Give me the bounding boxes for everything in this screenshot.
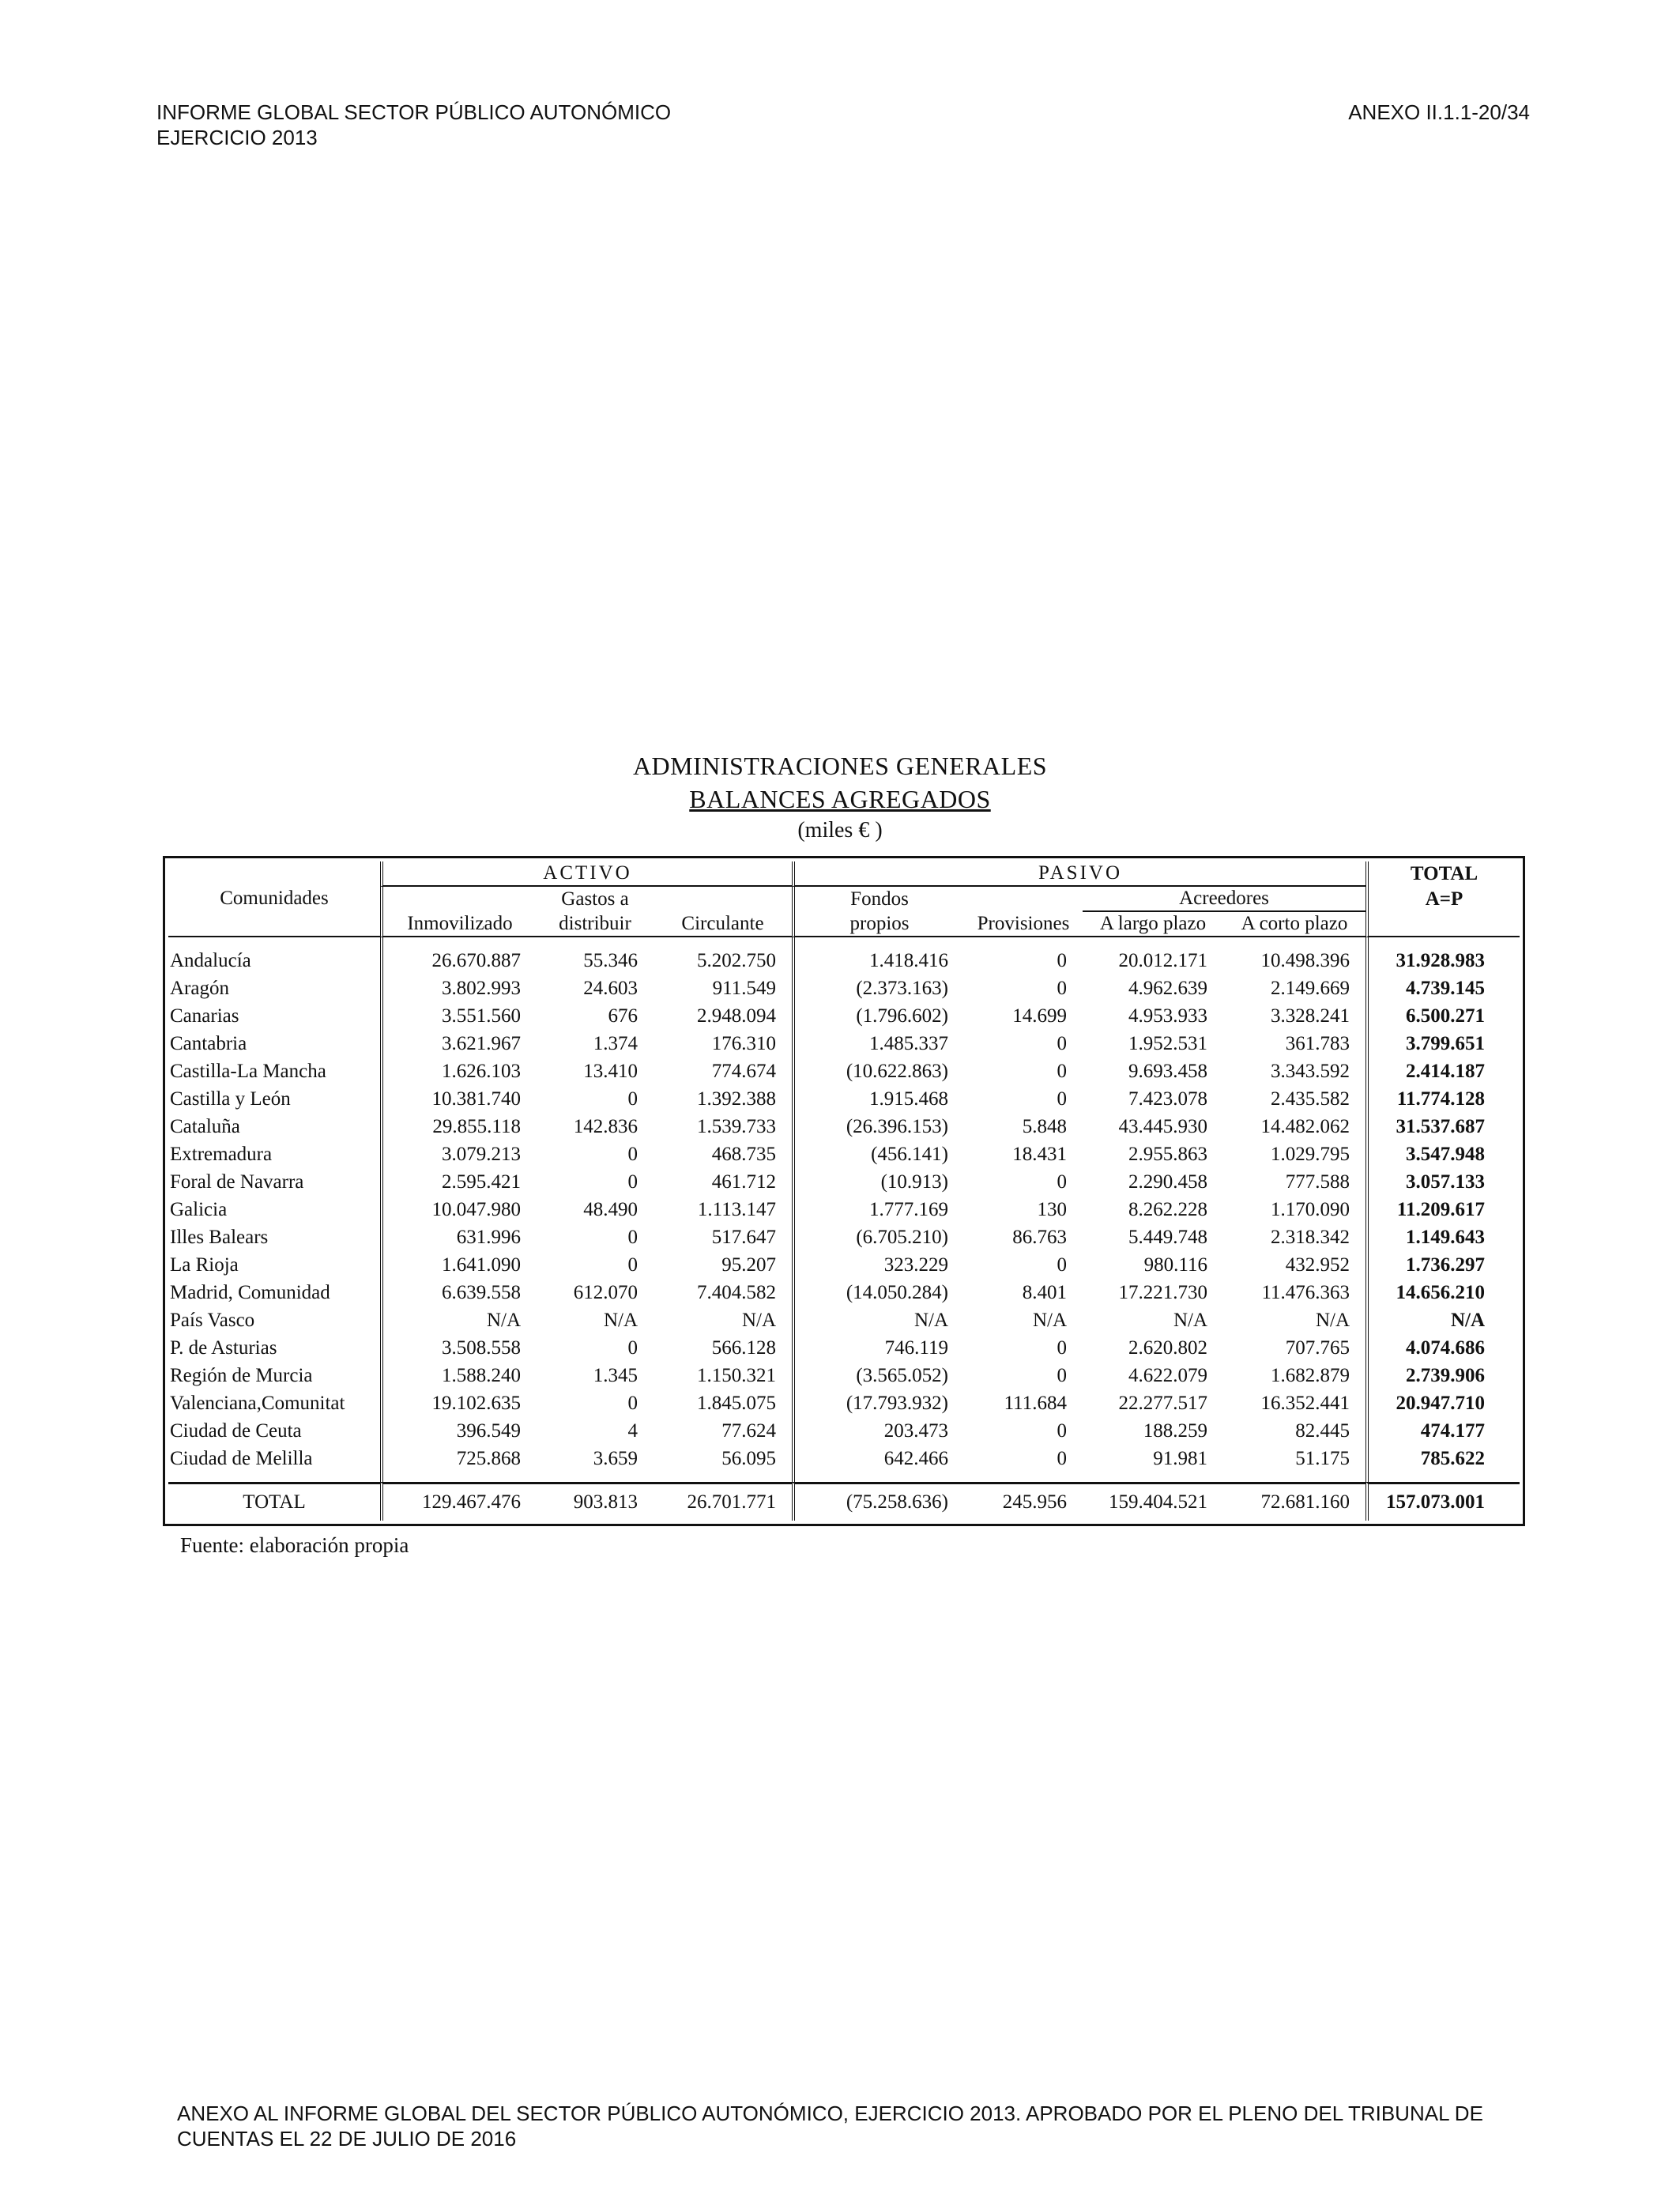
row-label: Illes Balears	[170, 1227, 269, 1248]
table-cell: 2.318.342	[1271, 1227, 1350, 1248]
col-header-provisiones: Provisiones	[964, 912, 1083, 937]
table-cell: 6.500.271	[1365, 1002, 1520, 1030]
table-cell: 361.783	[1285, 1033, 1350, 1054]
table-cell: 785.622	[1365, 1445, 1520, 1472]
table-row	[168, 1334, 1520, 1362]
table-cell: 10.381.740	[380, 1085, 537, 1113]
table-cell: 746.119	[792, 1334, 964, 1362]
table-cell: 6.639.558	[380, 1279, 537, 1306]
table-cell: 3.057.133	[1365, 1168, 1520, 1196]
table-cell: 22.277.517	[1118, 1393, 1207, 1414]
table-cell: 8.401	[1022, 1282, 1067, 1303]
table-cell: 3.621.967	[380, 1030, 537, 1057]
table-cell: 3.802.993	[380, 974, 537, 1002]
table-cell: 11.774.128	[1365, 1085, 1520, 1113]
row-label: Cantabria	[170, 1033, 247, 1054]
table-cell: 31.537.687	[1365, 1113, 1520, 1140]
table-cell: 26.701.771	[654, 1482, 792, 1521]
table-cell: 566.128	[711, 1337, 776, 1359]
table-cell: 16.352.441	[1260, 1393, 1350, 1414]
table-cell: 5.848	[1022, 1116, 1067, 1137]
row-label: Ciudad de Melilla	[170, 1448, 313, 1469]
annex-reference: ANEXO II.1.1-20/34	[1348, 100, 1530, 124]
table-cell: N/A	[1365, 1306, 1520, 1334]
table-cell: 4.074.686	[1365, 1334, 1520, 1362]
table-cell: 676	[608, 1005, 638, 1027]
table-cell: (3.565.052)	[792, 1362, 964, 1389]
table-cell: 461.712	[711, 1171, 776, 1193]
table-cell: 91.981	[1153, 1448, 1207, 1469]
table-row	[168, 1223, 1520, 1251]
table-cell: 3.799.651	[1365, 1030, 1520, 1057]
table-cell: 0	[1057, 1420, 1067, 1442]
table-cell: 911.549	[712, 978, 776, 999]
row-label: Castilla y León	[170, 1088, 291, 1110]
table-cell: 17.221.730	[1118, 1282, 1207, 1303]
table-cell: 3.328.241	[1271, 1005, 1350, 1027]
table-cell: 31.928.983	[1365, 947, 1520, 974]
table-cell: 2.435.582	[1271, 1088, 1350, 1110]
col-header-circulante: Circulante	[654, 912, 792, 937]
table-cell: 86.763	[1012, 1227, 1067, 1248]
report-header	[156, 100, 671, 150]
table-cell: (14.050.284)	[792, 1279, 964, 1306]
header-row-groups	[168, 861, 1520, 887]
table-cell: 1.682.879	[1271, 1365, 1350, 1386]
table-cell: 159.404.521	[1083, 1482, 1223, 1521]
table-cell: 95.207	[721, 1254, 776, 1276]
balance-table	[168, 861, 1520, 1521]
table-cell: (6.705.210)	[792, 1223, 964, 1251]
row-label: Foral de Navarra	[170, 1171, 304, 1193]
table-cell: N/A	[741, 1310, 776, 1331]
table-cell: 612.070	[573, 1282, 638, 1303]
table-cell: (17.793.932)	[792, 1389, 964, 1417]
table-cell: 20.947.710	[1365, 1389, 1520, 1417]
table-cell: (10.622.863)	[792, 1057, 964, 1085]
table-row	[168, 1306, 1520, 1334]
table-cell: 26.670.887	[380, 947, 537, 974]
table-cell: 24.603	[583, 978, 638, 999]
table-cell: 142.836	[573, 1116, 638, 1137]
table-cell: 82.445	[1295, 1420, 1350, 1442]
table-cell: (26.396.153)	[792, 1113, 964, 1140]
table-cell: 0	[627, 1254, 638, 1276]
table-row	[168, 1113, 1520, 1140]
balance-table-frame	[163, 856, 1525, 1526]
table-cell: 51.175	[1295, 1448, 1350, 1469]
total-row	[168, 1482, 1520, 1521]
table-source: Fuente: elaboración propia	[180, 1533, 409, 1557]
table-cell: 8.262.228	[1128, 1199, 1207, 1220]
table-cell: 2.620.802	[1128, 1337, 1207, 1359]
report-title: INFORME GLOBAL SECTOR PÚBLICO AUTONÓMICO	[156, 100, 672, 124]
table-cell: (2.373.163)	[792, 974, 964, 1002]
table-cell: 2.739.906	[1365, 1362, 1520, 1389]
table-cell: 5.449.748	[1128, 1227, 1207, 1248]
table-cell: 2.414.187	[1365, 1057, 1520, 1085]
table-cell: 517.647	[711, 1227, 776, 1248]
row-label: Galicia	[170, 1199, 228, 1220]
group-header-pasivo: PASIVO	[792, 861, 1365, 887]
table-cell: 10.498.396	[1260, 950, 1350, 971]
table-cell: 111.684	[1004, 1393, 1067, 1414]
table-cell: 1.588.240	[380, 1362, 537, 1389]
table-cell: 129.467.476	[380, 1482, 537, 1521]
table-cell: 72.681.160	[1223, 1482, 1365, 1521]
table-cell: 474.177	[1365, 1417, 1520, 1445]
table-cell: 1.149.643	[1365, 1223, 1520, 1251]
table-cell: 3.508.558	[380, 1334, 537, 1362]
table-cell: 56.095	[721, 1448, 776, 1469]
table-cell: 0	[627, 1393, 638, 1414]
row-label: Ciudad de Ceuta	[170, 1420, 302, 1442]
table-cell: 0	[1057, 950, 1067, 971]
table-cell: 11.476.363	[1261, 1282, 1350, 1303]
col-header-inmovilizado: Inmovilizado	[380, 912, 537, 937]
table-cell: 725.868	[380, 1445, 537, 1472]
table-cell: 2.149.669	[1271, 978, 1350, 999]
col-header-propios: propios	[792, 912, 964, 937]
table-cell: (456.141)	[792, 1140, 964, 1168]
row-label: Extremadura	[170, 1144, 273, 1165]
table-cell: 4.953.933	[1128, 1005, 1207, 1027]
table-cell: 777.588	[1285, 1171, 1350, 1193]
table-cell: (75.258.636)	[792, 1482, 964, 1521]
table-cell: 396.549	[380, 1417, 537, 1445]
table-cell: N/A	[603, 1310, 638, 1331]
row-label: Cataluña	[170, 1116, 240, 1137]
row-label: Valenciana,Comunitat	[170, 1393, 345, 1414]
table-cell: (10.913)	[792, 1168, 964, 1196]
table-subtitle: BALANCES AGREGADOS	[689, 785, 991, 813]
table-cell: 3.343.592	[1271, 1061, 1350, 1082]
table-cell: 13.410	[583, 1061, 638, 1082]
table-cell: 642.466	[792, 1445, 964, 1472]
table-cell: 631.996	[380, 1223, 537, 1251]
table-cell: (1.796.602)	[792, 1002, 964, 1030]
table-row	[168, 1168, 1520, 1196]
table-cell: 3.079.213	[380, 1140, 537, 1168]
table-row	[168, 1196, 1520, 1223]
table-cell: 43.445.930	[1118, 1116, 1207, 1137]
table-cell: 55.346	[583, 950, 638, 971]
table-cell: 0	[1057, 1337, 1067, 1359]
row-label: Andalucía	[170, 950, 251, 971]
table-cell: 1.170.090	[1271, 1199, 1350, 1220]
row-label: Castilla-La Mancha	[170, 1061, 326, 1082]
table-cell: 0	[1057, 1254, 1067, 1276]
table-row	[168, 1030, 1520, 1057]
table-cell: 1.113.147	[697, 1199, 776, 1220]
group-header-total: TOTAL	[1365, 861, 1520, 887]
table-cell: 4.739.145	[1365, 974, 1520, 1002]
row-label: La Rioja	[170, 1254, 239, 1276]
table-cell: 1.374	[593, 1033, 638, 1054]
table-cell: 2.290.458	[1128, 1171, 1207, 1193]
table-cell: 14.656.210	[1365, 1279, 1520, 1306]
table-cell: 707.765	[1285, 1337, 1350, 1359]
table-cell: N/A	[1315, 1310, 1350, 1331]
col-header-acreedores: Acreedores	[1083, 887, 1365, 912]
col-header-corto-plazo: A corto plazo	[1223, 912, 1365, 937]
page-footer: ANEXO AL INFORME GLOBAL DEL SECTOR PÚBLICO AUTONÓMICO, EJERCICIO 2013. APROBADO POR EL PLENO DEL TRIBUNAL DE CUENTAS EL 22 DE JULIO DE 2016	[177, 2102, 1483, 2151]
table-row	[168, 1140, 1520, 1168]
table-cell: 130	[1037, 1199, 1067, 1220]
col-header-largo-plazo: A largo plazo	[1083, 912, 1223, 937]
table-cell: 0	[1057, 978, 1067, 999]
col-header-comunidades: Comunidades	[168, 861, 380, 937]
table-cell: 1.539.733	[697, 1116, 776, 1137]
table-cell: N/A	[380, 1306, 537, 1334]
table-cell: 468.735	[711, 1144, 776, 1165]
table-cell: 0	[627, 1337, 638, 1359]
table-cell: 77.624	[721, 1420, 776, 1442]
table-cell: 0	[1057, 1061, 1067, 1082]
table-cell: 29.855.118	[380, 1113, 537, 1140]
table-cell: 1.345	[593, 1365, 638, 1386]
row-label: Aragón	[170, 978, 229, 999]
table-row	[168, 1362, 1520, 1389]
table-cell: 1.952.531	[1128, 1033, 1207, 1054]
row-label: Región de Murcia	[170, 1365, 313, 1386]
table-cell: 0	[627, 1227, 638, 1248]
table-cell: 1.029.795	[1271, 1144, 1350, 1165]
table-cell: 7.423.078	[1128, 1088, 1207, 1110]
table-cell: 1.915.468	[792, 1085, 964, 1113]
table-cell: 18.431	[1012, 1144, 1067, 1165]
table-titles	[0, 749, 1680, 846]
table-cell: 4.962.639	[1128, 978, 1207, 999]
table-cell: 3.551.560	[380, 1002, 537, 1030]
table-cell: 2.955.863	[1128, 1144, 1207, 1165]
table-cell: 1.392.388	[697, 1088, 776, 1110]
table-cell: 5.202.750	[697, 950, 776, 971]
row-label: TOTAL	[168, 1482, 380, 1521]
table-cell: 2.595.421	[380, 1168, 537, 1196]
table-cell: 188.259	[1143, 1420, 1207, 1442]
table-cell: 245.956	[964, 1482, 1083, 1521]
table-row	[168, 1085, 1520, 1113]
table-cell: 4.622.079	[1128, 1365, 1207, 1386]
table-cell: 0	[1057, 1365, 1067, 1386]
table-row	[168, 1279, 1520, 1306]
table-cell: 0	[627, 1144, 638, 1165]
table-cell: 1.626.103	[380, 1057, 537, 1085]
table-cell: 14.699	[1012, 1005, 1067, 1027]
table-cell: N/A	[1173, 1310, 1207, 1331]
col-header-fondos-top: Fondos	[792, 887, 964, 912]
table-cell: 4	[627, 1420, 638, 1442]
table-row	[168, 1002, 1520, 1030]
table-cell: 1.736.297	[1365, 1251, 1520, 1279]
table-cell: 3.547.948	[1365, 1140, 1520, 1168]
table-cell: 0	[1057, 1033, 1067, 1054]
table-cell: 1.641.090	[380, 1251, 537, 1279]
row-label: Canarias	[170, 1005, 239, 1027]
table-cell: 432.952	[1285, 1254, 1350, 1276]
table-row	[168, 1417, 1520, 1445]
col-header-distribuir: distribuir	[537, 912, 654, 937]
table-unit: (miles € )	[797, 818, 883, 843]
table-cell: N/A	[1032, 1310, 1067, 1331]
table-cell: 0	[627, 1171, 638, 1193]
col-header-gastos-top: Gastos a	[561, 888, 629, 910]
table-cell: 9.693.458	[1128, 1061, 1207, 1082]
table-cell: 2.948.094	[697, 1005, 776, 1027]
table-cell: 1.777.169	[792, 1196, 964, 1223]
table-main-title: ADMINISTRACIONES GENERALES	[632, 752, 1048, 780]
table-cell: 1.485.337	[792, 1030, 964, 1057]
table-row	[168, 1389, 1520, 1417]
report-year: EJERCICIO 2013	[156, 126, 318, 149]
row-label: País Vasco	[170, 1310, 255, 1331]
table-cell: 19.102.635	[380, 1389, 537, 1417]
col-header-total-sub: A=P	[1365, 887, 1520, 912]
table-row	[168, 1251, 1520, 1279]
table-cell: 14.482.062	[1260, 1116, 1350, 1137]
table-cell: 0	[627, 1088, 638, 1110]
table-cell: 0	[1057, 1448, 1067, 1469]
table-cell: 48.490	[583, 1199, 638, 1220]
table-cell: 1.845.075	[697, 1393, 776, 1414]
table-cell: 0	[1057, 1088, 1067, 1110]
table-row	[168, 1057, 1520, 1085]
table-row	[168, 947, 1520, 974]
table-cell: 176.310	[711, 1033, 776, 1054]
row-label: P. de Asturias	[170, 1337, 277, 1359]
table-cell: 774.674	[711, 1061, 776, 1082]
table-row	[168, 1445, 1520, 1472]
table-cell: 20.012.171	[1118, 950, 1207, 971]
table-cell: 11.209.617	[1365, 1196, 1520, 1223]
table-cell: 203.473	[792, 1417, 964, 1445]
table-cell: 903.813	[537, 1482, 654, 1521]
table-cell: N/A	[792, 1306, 964, 1334]
table-cell: 980.116	[1143, 1254, 1207, 1276]
table-cell: 323.229	[792, 1251, 964, 1279]
row-label: Madrid, Comunidad	[170, 1282, 330, 1303]
table-cell: 1.150.321	[697, 1365, 776, 1386]
table-cell: 157.073.001	[1365, 1482, 1520, 1521]
group-header-activo: ACTIVO	[380, 861, 792, 887]
table-row	[168, 974, 1520, 1002]
table-cell: 1.418.416	[792, 947, 964, 974]
table-cell: 0	[1057, 1171, 1067, 1193]
table-cell: 7.404.582	[697, 1282, 776, 1303]
table-cell: 3.659	[593, 1448, 638, 1469]
table-cell: 10.047.980	[380, 1196, 537, 1223]
